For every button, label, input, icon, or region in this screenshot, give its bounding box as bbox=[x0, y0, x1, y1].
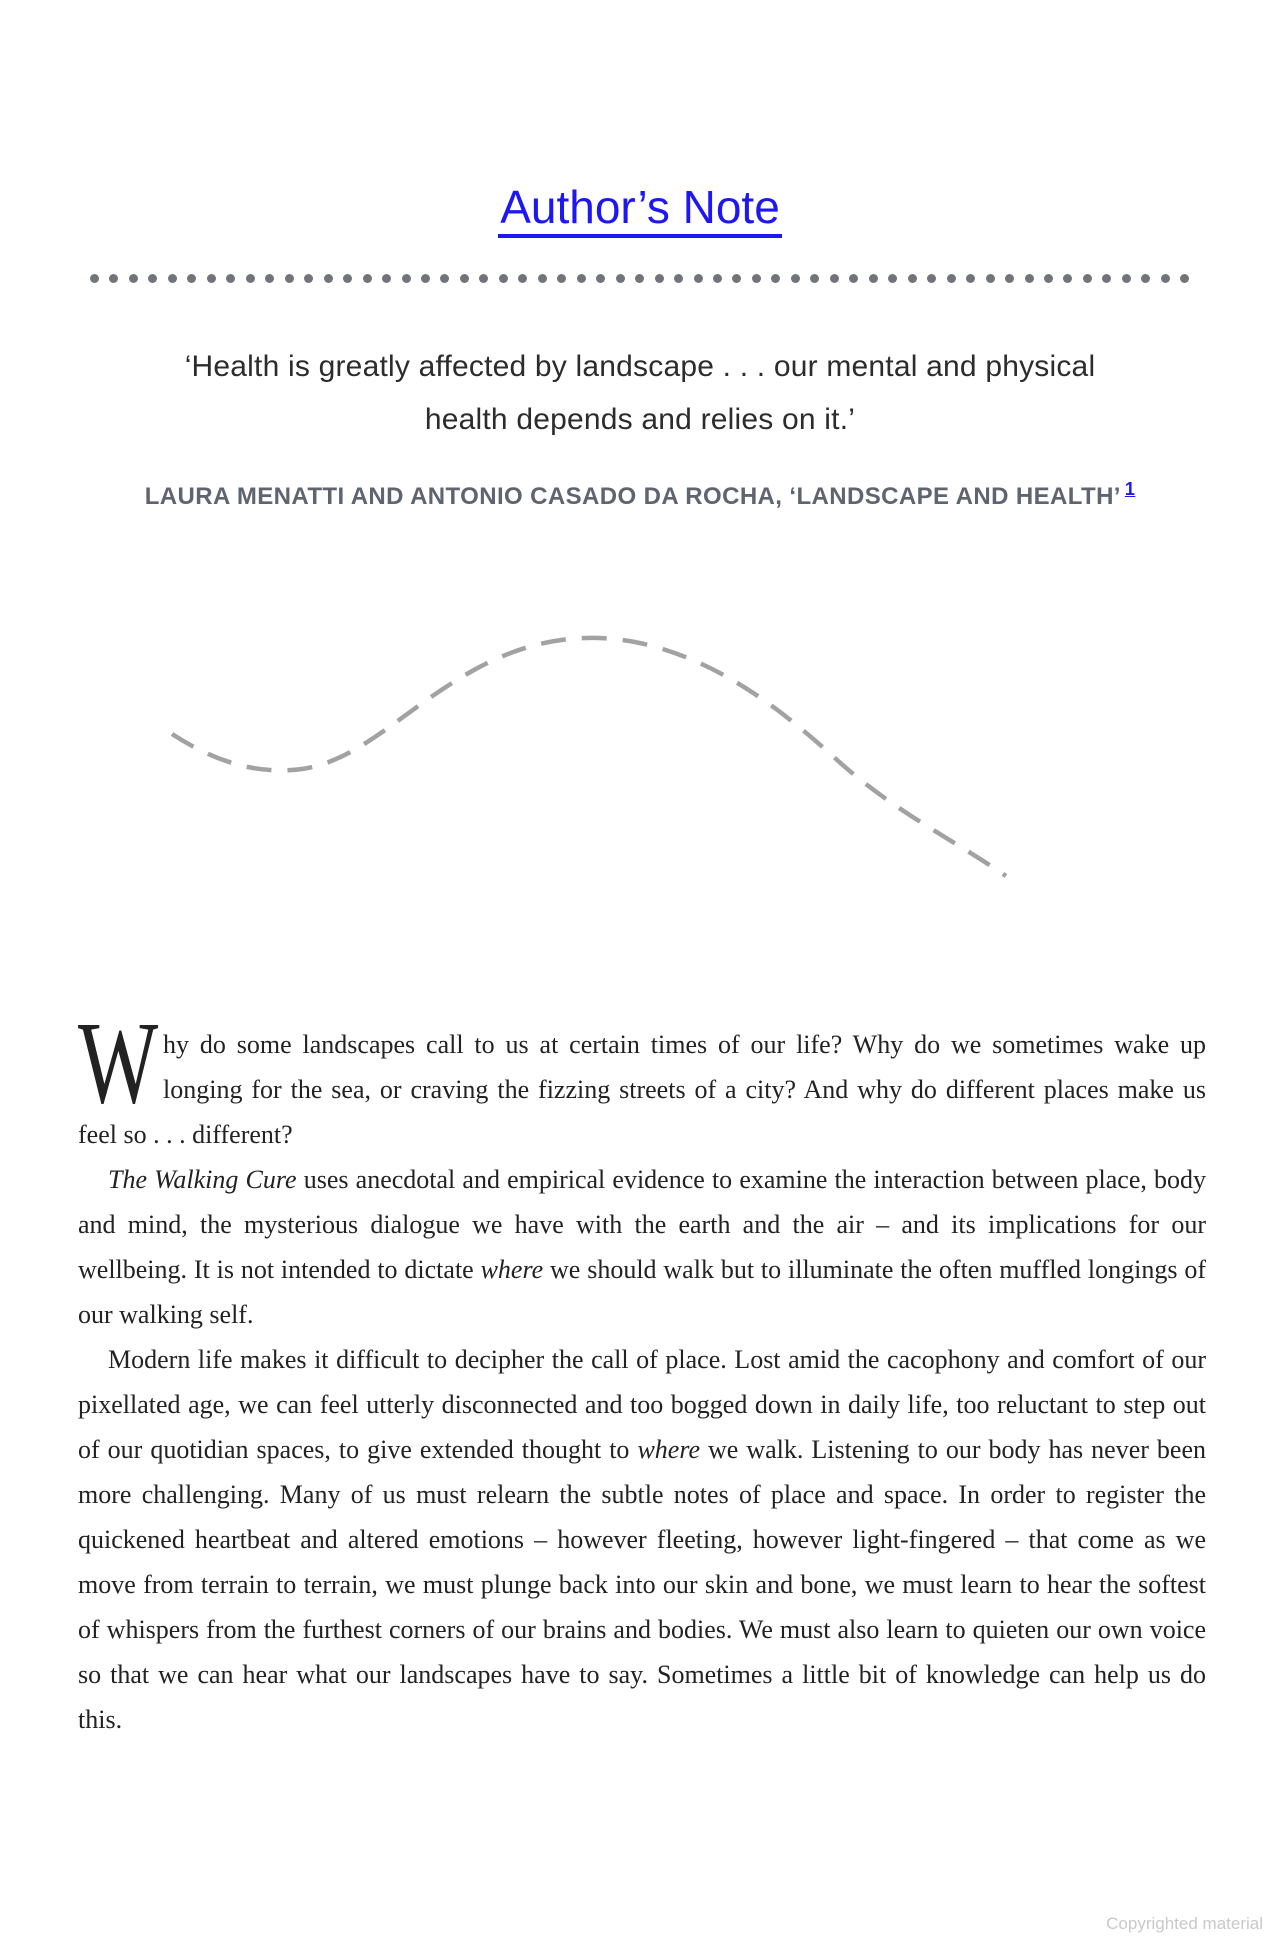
copyright-watermark: Copyrighted material bbox=[1106, 1914, 1263, 1933]
epigraph-attribution bbox=[0, 479, 1280, 511]
dotted-separator bbox=[90, 273, 1190, 283]
paragraph-text: The Walking Cure uses anecdotal and empirical evidence to examine the interaction between place, body and mind, the mysterious dialogue we have with the earth and the air – and its implications for our wellbeing. It is not intended to dictate where we should walk but to illuminate the often muffled longings of our walking self. bbox=[78, 1165, 1207, 1329]
paragraph bbox=[78, 1157, 1206, 1337]
quote-line-2: health depends and relies on it.’ bbox=[424, 403, 856, 436]
footnote-link[interactable]: 1 bbox=[1124, 479, 1136, 499]
paragraph bbox=[78, 997, 1206, 1157]
attribution-text: LAURA MENATTI AND ANTONIO CASADO DA ROCHA, ‘LANDSCAPE AND HEALTH’ bbox=[144, 483, 1121, 510]
paragraph-text: Modern life makes it difficult to decipher the call of place. Lost amid the cacophony and comfort of our pixellated age, we can feel utterly disconnected and too bogged down in daily life, too reluctant to step out of our quotidian spaces, to give extended thought to where we walk. Listening to our body has never been more challenging. Many of us must relearn the subtle notes of place and space. In order to register the quickened heartbeat and altered emotions – however fleeting, however light-fingered – that come as we move from terrain to terrain, we must plunge back into our skin and bone, we must learn to hear the softest of whispers from the furthest corners of our brains and bodies. We must also learn to quieten our own voice so that we can hear what our landscapes have to say. Sometimes a little bit of knowledge can help us do this. bbox=[78, 1345, 1206, 1734]
chapter-title-link[interactable]: Author’s Note bbox=[498, 183, 782, 238]
drop-cap: W bbox=[78, 997, 159, 1128]
quote-line-1: ‘Health is greatly affected by landscape . . . our mental and physical bbox=[184, 350, 1096, 383]
paragraph-text: hy do some landscapes call to us at certain times of our life? Why do we sometimes wake up longing for the sea, or craving the fizzing streets of a city? And why do different places make us feel so . . . different? bbox=[78, 1030, 1206, 1149]
wave-path bbox=[172, 638, 1006, 876]
body-text bbox=[78, 997, 1207, 1742]
paragraph bbox=[78, 1337, 1206, 1742]
dashed-wave-illustration bbox=[100, 598, 1050, 918]
epigraph-quote bbox=[0, 340, 1280, 446]
page-header bbox=[0, 183, 1280, 238]
